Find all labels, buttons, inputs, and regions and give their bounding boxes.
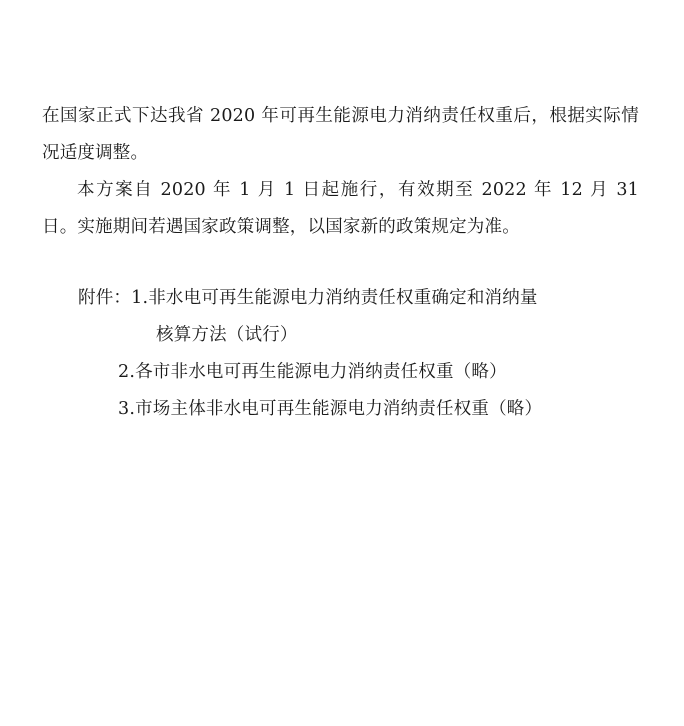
paragraph-1: 在国家正式下达我省 2020 年可再生能源电力消纳责任权重后，根据实际情况适度调整。 bbox=[42, 106, 639, 163]
attachment-text-2: 各市非水电可再生能源电力消纳责任权重（略） bbox=[135, 362, 507, 382]
attachment-label: 附件： bbox=[78, 288, 132, 308]
attachment-list bbox=[42, 280, 639, 428]
paragraph-2: 本方案自 2020 年 1 月 1 日起施行，有效期至 2022 年 12 月 31 日。实施期间若遇国家政策调整，以国家新的政策规定为准。 bbox=[42, 180, 639, 237]
document-body bbox=[42, 98, 639, 428]
attachment-item-2 bbox=[78, 354, 639, 391]
attachment-text-1: 非水电可再生能源电力消纳责任权重确定和消纳量 bbox=[148, 288, 538, 308]
attachment-item-3 bbox=[78, 391, 639, 428]
attachment-continuation-1: 核算方法（试行） bbox=[156, 325, 298, 345]
attachment-number-3: 3. bbox=[118, 399, 136, 419]
attachment-number-2: 2. bbox=[118, 362, 136, 382]
attachment-item-1 bbox=[78, 280, 639, 317]
attachment-number-1: 1. bbox=[131, 288, 149, 308]
attachment-text-3: 市场主体非水电可再生能源电力消纳责任权重（略） bbox=[135, 399, 543, 419]
